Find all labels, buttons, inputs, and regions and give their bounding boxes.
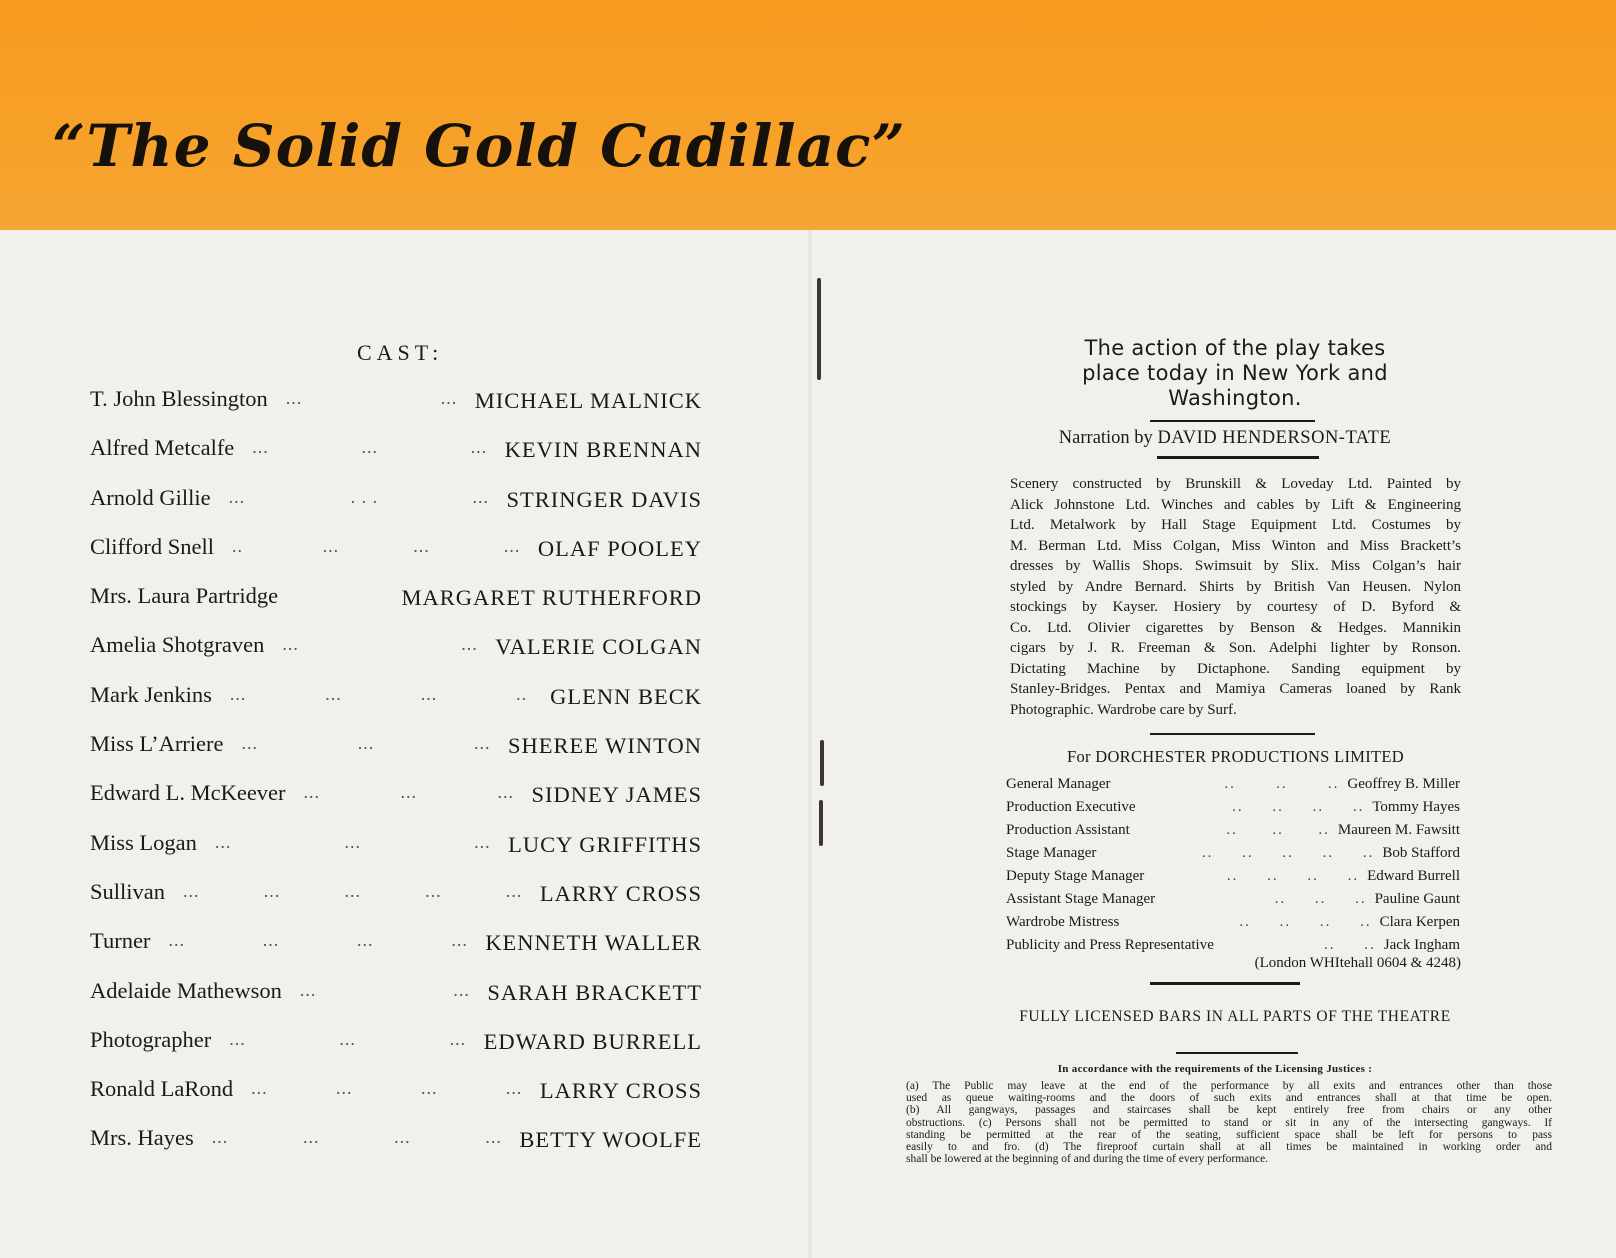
licensing-text (906, 1080, 1552, 1165)
leader-dots: ... (420, 1078, 438, 1099)
leader-dots: ... (302, 1127, 320, 1148)
narrator-name: DAVID HENDERSON-TATE (1157, 428, 1392, 448)
credit-line: Dictating Machine by Dictaphone. Sanding equipment by (1010, 660, 1461, 677)
leader-dots: ... (470, 437, 488, 458)
leader-dots: ... (263, 880, 281, 901)
cast-row (90, 1125, 702, 1174)
leader-dots: ... (229, 683, 247, 704)
licensing-heading: In accordance with the requirements of the Licensing Justices : (1057, 1063, 1373, 1075)
cast-row (90, 682, 702, 731)
leader-dots: ... (168, 930, 185, 951)
role-name: Adelaide Mathewson (90, 977, 282, 1003)
staple-bottom-upper (820, 740, 824, 786)
licensing-line: used as queue waiting-rooms and the doors of such exits and entrances shall at that time be open. (906, 1092, 1552, 1105)
actor-name: VALERIE COLGAN (495, 634, 702, 660)
leader-dots: ... (394, 1127, 411, 1148)
bars-notice: FULLY LICENSED BARS IN ALL PARTS OF THE THEATRE (1019, 1008, 1451, 1025)
cast-row (90, 1027, 702, 1076)
leader-dots: ... (505, 1078, 523, 1099)
leader-dots: ... (344, 880, 361, 901)
leader-dots: ... (251, 1078, 268, 1099)
leader-dots: .. (231, 535, 243, 556)
staff-position: Production Executive (1006, 799, 1136, 815)
leader-dots: ... (285, 388, 303, 408)
leader-dots: ... (183, 880, 200, 901)
role-name: Mrs. Laura Partridge (90, 583, 279, 609)
staff-position: Assistant Stage Manager (1006, 891, 1156, 907)
role-name: Mark Jenkins (90, 681, 212, 707)
staff-name: Geoffrey B. Miller (1347, 776, 1460, 792)
phone-line: (London WHItehall 0604 & 4248) (1254, 955, 1461, 971)
leader-dots: ... (425, 880, 442, 901)
setting-note (1030, 336, 1440, 411)
cast-row (90, 1076, 702, 1125)
leader-dots: ... (211, 1127, 229, 1148)
staple-top (817, 278, 821, 380)
leader-dots: ... (299, 979, 317, 1000)
staff-row (1006, 868, 1460, 891)
credit-line: Scenery constructed by Brunskill & Loveday Ltd. Painted by (1010, 476, 1461, 492)
staff-name: Clara Kerpen (1379, 914, 1460, 930)
actor-name: KEVIN BRENNAN (504, 437, 702, 463)
leader-dots: ... (453, 979, 470, 1000)
cast-row (90, 780, 702, 829)
staff-row (1006, 914, 1460, 937)
role-name: Clifford Snell (90, 533, 214, 559)
staff-position: General Manager (1006, 776, 1111, 792)
cast-row (90, 830, 702, 879)
role-name: Ronald LaRond (90, 1076, 234, 1102)
cast-row (90, 632, 702, 681)
leader-dots: .. (516, 683, 528, 704)
licensing-line: obstructions. (c) Persons shall not be permitted to stand or sit in any of the intersecting gangways. If (906, 1116, 1552, 1129)
leader-dots: ... (357, 930, 374, 951)
role-name: Sullivan (90, 878, 166, 904)
staff-list (1006, 776, 1460, 960)
cast-row (90, 435, 702, 484)
role-name: Alfred Metcalfe (90, 435, 235, 461)
orange-banner (0, 0, 1616, 230)
credit-line: Co. Ltd. Olivier cigarettes by Benson & Hedges. Mannikin (1010, 619, 1461, 636)
leader-dots: ... (241, 733, 259, 754)
licensing-line: (a) The Public may leave at the end of the performance by all exits and entrances other than those (906, 1080, 1552, 1092)
credit-line: stockings by Kayser. Hosiery by courtesy of D. Byford & (1010, 599, 1461, 615)
role-name: T. John Blessington (90, 386, 268, 411)
credit-line: M. Berman Ltd. Miss Colgan, Miss Winton and Miss Brackett’s (1010, 537, 1461, 554)
leader-dots: .. .. .. .. (1239, 914, 1372, 930)
actor-name: EDWARD BURRELL (483, 1028, 702, 1054)
leader-dots: ... (413, 535, 430, 556)
leader-dots: ... (262, 930, 280, 951)
cast-row (90, 928, 702, 977)
actor-name: KENNETH WALLER (485, 930, 702, 956)
licensing-line: (b) All gangways, passages and staircases shall be kept entirely free from chairs or any other (906, 1104, 1552, 1117)
leader-dots: ... (474, 831, 491, 852)
divider-rule (1150, 420, 1315, 422)
setting-line: Washington. (1168, 386, 1302, 410)
leader-dots: ... (339, 1028, 356, 1049)
staff-position: Wardrobe Mistress (1006, 914, 1120, 930)
cast-list (90, 386, 702, 1175)
divider-rule (1150, 733, 1315, 735)
divider-rule (1176, 1052, 1298, 1054)
staff-position: Production Assistant (1006, 822, 1130, 838)
leader-dots: ... (344, 831, 362, 852)
staff-row (1006, 845, 1460, 868)
staff-name: Jack Ingham (1383, 937, 1460, 953)
credit-line: styled by Andre Bernard. Shirts by British Van Heusen. Nylon (1010, 578, 1461, 595)
leader-dots: ... (472, 486, 490, 507)
company-line: For DORCHESTER PRODUCTIONS LIMITED (1066, 747, 1404, 766)
actor-name: GLENN BECK (550, 683, 702, 709)
credit-line: Photographic. Wardrobe care by Surf. (1010, 701, 1237, 718)
leader-dots: ... (325, 683, 342, 704)
setting-line: The action of the play takes (1084, 336, 1386, 360)
leader-dots: .. .. .. (1274, 891, 1367, 907)
staff-position: Deputy Stage Manager (1006, 868, 1145, 884)
actor-name: LARRY CROSS (539, 1078, 702, 1104)
staff-position: Publicity and Press Representative (1006, 937, 1214, 953)
leader-dots: .. .. .. .. (1226, 868, 1360, 884)
leader-dots: ... (229, 1028, 246, 1049)
licensing-line: shall be lowered at the beginning of and during the time of every performance. (906, 1153, 1269, 1166)
actor-name: LARRY CROSS (539, 880, 702, 906)
credit-line: Alick Johnstone Ltd. Winches and cables by Lift & Engineering (1010, 496, 1461, 513)
staple-bottom-lower (819, 800, 823, 846)
credit-line: dresses by Wallis Shops. Swimsuit by Slix. Miss Colgan’s hair (1010, 558, 1461, 574)
actor-name: MICHAEL MALNICK (474, 388, 702, 413)
leader-dots: ... (451, 930, 468, 951)
actor-name: MARGARET RUTHERFORD (401, 585, 702, 611)
leader-dots: ... (214, 831, 232, 852)
leader-dots: ... (449, 1028, 467, 1049)
staff-name: Tommy Hayes (1372, 799, 1460, 815)
role-name: Miss L’Arriere (90, 731, 224, 757)
staff-row (1006, 799, 1460, 822)
leader-dots: ... (400, 782, 417, 803)
cast-row (90, 386, 702, 435)
actor-name: OLAF POOLEY (537, 535, 702, 561)
setting-line: place today in New York and (1082, 361, 1388, 385)
role-name: Amelia Shotgraven (90, 632, 265, 658)
cast-row (90, 978, 702, 1027)
staff-name: Bob Stafford (1382, 845, 1460, 861)
divider-rule (1157, 456, 1319, 459)
leader-dots: .. .. .. (1226, 822, 1330, 838)
role-name: Turner (90, 928, 151, 954)
actor-name: LUCY GRIFFITHS (508, 831, 702, 857)
narration-prefix: Narration by (1058, 428, 1153, 448)
production-credits (1010, 474, 1461, 720)
staff-name: Maureen M. Fawsitt (1337, 822, 1460, 838)
leader-dots: ... (322, 535, 340, 556)
staff-name: Pauline Gaunt (1374, 891, 1460, 907)
leader-dots: .. .. .. .. .. (1201, 845, 1375, 861)
actor-name: SHEREE WINTON (507, 733, 702, 759)
staff-row (1006, 822, 1460, 845)
role-name: Mrs. Hayes (90, 1125, 194, 1151)
leader-dots: ... (361, 437, 378, 458)
staff-position: Stage Manager (1006, 845, 1097, 861)
cast-row (90, 485, 702, 534)
cast-row (90, 879, 702, 928)
role-name: Miss Logan (90, 829, 197, 855)
leader-dots: .. .. .. .. (1232, 799, 1365, 815)
cast-row (90, 534, 702, 583)
role-name: Arnold Gillie (90, 484, 211, 510)
leader-dots: ... (503, 535, 521, 556)
leader-dots: ... (420, 683, 438, 704)
cast-row (90, 583, 702, 632)
staff-row (1006, 776, 1460, 799)
licensing-line: standing be permitted at the rear of the seating, sufficient space shall be left for persons to pass (906, 1128, 1552, 1141)
cast-row (90, 731, 702, 780)
role-name: Photographer (90, 1026, 212, 1052)
leader-dots: .. .. .. (1224, 776, 1340, 792)
leader-dots: ... (485, 1127, 502, 1148)
leader-dots: ... (282, 634, 299, 655)
leader-dots: ... (497, 782, 514, 803)
actor-name: SARAH BRACKETT (487, 979, 702, 1005)
leader-dots: ... (461, 634, 478, 655)
leader-dots: ... (440, 388, 458, 408)
leader-dots: ... (336, 1078, 353, 1099)
leader-dots: .. .. (1324, 937, 1376, 953)
actor-name: BETTY WOOLFE (519, 1127, 702, 1153)
leader-dots: ... (228, 486, 246, 507)
leader-dots: ... (505, 880, 523, 901)
narration-credit (990, 428, 1460, 449)
leader-dots: . . . (350, 486, 379, 507)
credit-line: Ltd. Metalwork by Hall Stage Equipment Ltd. Costumes by (1010, 517, 1461, 533)
actor-name: SIDNEY JAMES (531, 782, 702, 808)
role-name: Edward L. McKeever (90, 780, 286, 806)
staff-row (1006, 891, 1460, 914)
actor-name: STRINGER DAVIS (506, 486, 702, 512)
leader-dots: ... (303, 782, 321, 803)
spine-fold (808, 230, 812, 1258)
credit-line: cigars by J. R. Freeman & Son. Adelphi lighter by Ronson. (1010, 640, 1461, 656)
credit-line: Stanley-Bridges. Pentax and Mamiya Cameras loaned by Rank (1010, 681, 1461, 697)
leader-dots: ... (252, 437, 269, 458)
play-title: “The Solid Gold Cadillac” (52, 112, 906, 180)
staff-name: Edward Burrell (1367, 868, 1460, 884)
cast-heading: CAST: (357, 340, 444, 365)
leader-dots: ... (357, 733, 375, 754)
divider-rule (1150, 982, 1300, 985)
licensing-line: easily to and fro. (d) The fireproof curtain shall at all times be maintained in working order and (906, 1141, 1552, 1154)
leader-dots: ... (473, 733, 491, 754)
